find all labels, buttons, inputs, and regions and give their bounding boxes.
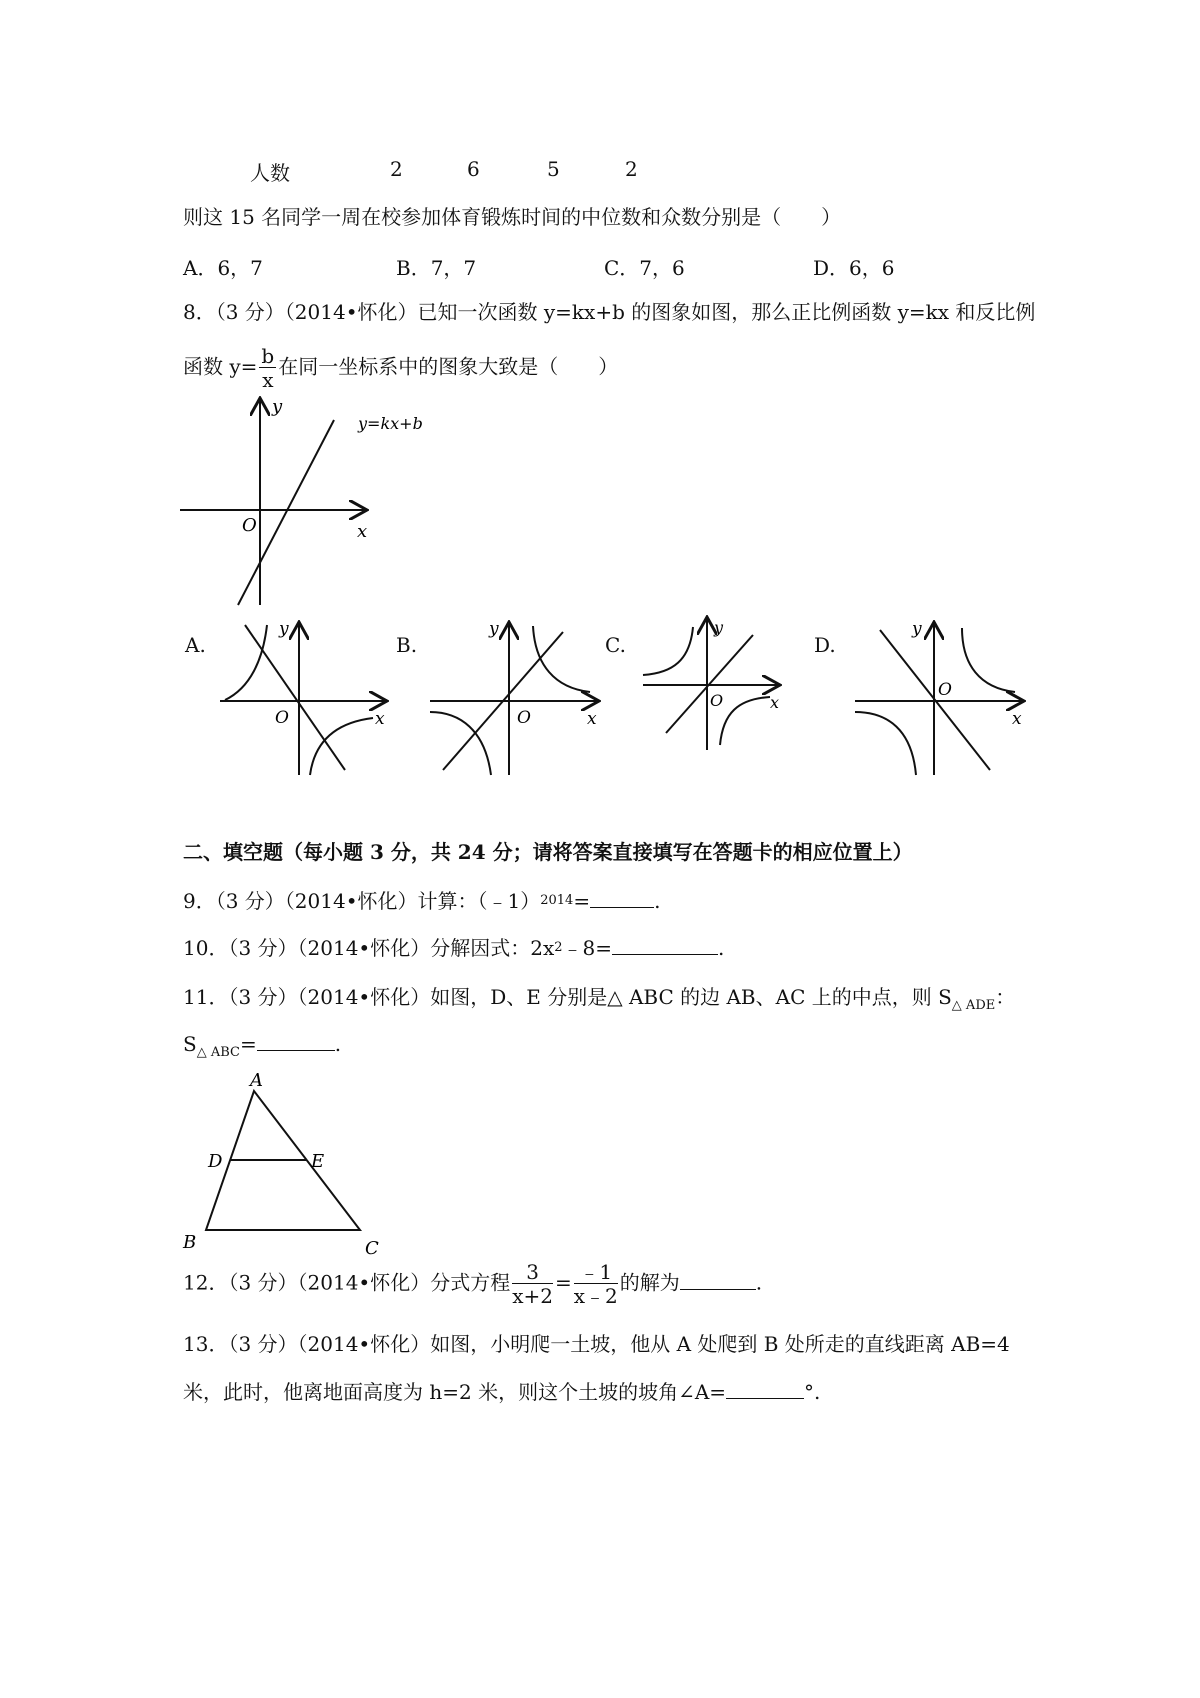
- q9-text: 9．（3 分）（2014•怀化）计算：（﹣1）: [183, 889, 541, 913]
- y-axis-label: y: [272, 396, 283, 417]
- q13-line1: 13．（3 分）（2014•怀化）如图，小明爬一土坡，他从 A 处爬到 B 处所走的直线距离 AB=4: [183, 1332, 1010, 1356]
- q8-choice-b-graph: [425, 620, 605, 780]
- origin-label: O: [242, 515, 257, 536]
- q12-end: .: [755, 1270, 763, 1295]
- q7-option-a: A．6，7: [183, 256, 263, 280]
- y-axis-label: y: [279, 620, 289, 639]
- q8-choice-d-graph: [850, 620, 1030, 780]
- q13-end: °.: [804, 1380, 821, 1404]
- q9-line: [183, 887, 660, 919]
- q13-line2: [183, 1378, 820, 1406]
- hyperbola-branch-upper-left: [643, 627, 693, 675]
- y-axis-label: y: [912, 620, 922, 639]
- q10-text: 10．（3 分）（2014•怀化）分解因式：2x: [183, 936, 555, 960]
- q12-frac2-den: x﹣2: [573, 1284, 618, 1308]
- q8-choice-a-graph: [215, 620, 395, 780]
- q10-exponent: 2: [554, 940, 563, 955]
- table-cell: 5: [547, 157, 560, 181]
- hyperbola-branch-upper-left: [225, 625, 267, 700]
- x-axis-label: x: [770, 693, 780, 712]
- vertex-c-label: C: [365, 1238, 379, 1258]
- q12-equals: =: [555, 1270, 572, 1295]
- y-axis-label: y: [714, 618, 724, 637]
- q12-suffix: 的解为: [619, 1270, 680, 1295]
- q12-answer-blank[interactable]: [680, 1269, 756, 1290]
- x-axis-label: x: [357, 521, 368, 542]
- q10-line: [183, 934, 724, 966]
- q11-equals: =: [239, 1032, 257, 1056]
- q12-fraction-2: [574, 1262, 618, 1306]
- hyperbola-branch-upper-right: [962, 628, 1015, 692]
- x-axis-label: x: [1012, 709, 1022, 729]
- origin-label: O: [517, 708, 531, 728]
- q8-choice-a-letter: A.: [185, 633, 206, 657]
- linear-function-line: [238, 420, 334, 605]
- point-e-label: E: [311, 1151, 325, 1172]
- vertex-b-label: B: [183, 1232, 197, 1253]
- q8-choice-c-graph: [638, 615, 798, 755]
- table-cell: 2: [625, 157, 638, 181]
- q12-frac2-num: ﹣1: [574, 1262, 618, 1284]
- x-axis-label: x: [587, 709, 597, 729]
- x-axis-label: x: [375, 709, 385, 729]
- q8-frac-num: b: [261, 344, 275, 368]
- q9-answer-blank[interactable]: [590, 887, 654, 908]
- q10-after: ﹣8=: [562, 936, 612, 960]
- q8-line1: 8．（3 分）（2014•怀化）已知一次函数 y=kx+b 的图象如图，那么正比例函数 y=kx 和反比例: [183, 300, 1036, 324]
- q7-stem: 则这 15 名同学一周在校参加体育锻炼时间的中位数和众数分别是（ ）: [183, 205, 842, 229]
- q11-line1: [183, 983, 1015, 1015]
- q8-prefix: 函数 y=: [183, 354, 258, 379]
- origin-label: O: [275, 708, 289, 728]
- q7-option-b: B．7，7: [396, 256, 477, 280]
- negative-slope-line: [245, 625, 345, 770]
- q7-option-d: D．6，6: [813, 256, 895, 280]
- q11-text: 11．（3 分）（2014•怀化）如图，D、E 分别是△ ABC 的边 AB、AC 上的中点，则 S: [183, 985, 952, 1009]
- y-axis-label: y: [489, 620, 499, 639]
- q12-line: [183, 1262, 762, 1306]
- q11-sub-ade: △ ADE: [951, 998, 996, 1013]
- q11-triangle-figure: [175, 1068, 395, 1258]
- q10-end: .: [718, 936, 725, 960]
- origin-label: O: [938, 680, 952, 700]
- q11-colon: ：: [995, 985, 1016, 1009]
- section2-heading: 二、填空题（每小题 3 分，共 24 分；请将答案直接填写在答题卡的相应位置上）: [183, 840, 913, 864]
- q8-choice-b-letter: B.: [396, 633, 418, 657]
- origin-label: O: [710, 691, 724, 710]
- hyperbola-branch-lower-left: [855, 712, 916, 775]
- q11-answer-blank[interactable]: [257, 1030, 335, 1051]
- q11-end: .: [334, 1032, 342, 1056]
- point-d-label: D: [208, 1151, 223, 1172]
- hyperbola-branch-lower-right: [720, 697, 770, 745]
- q11-line2: [183, 1030, 341, 1062]
- q12-frac1-num: 3: [512, 1262, 553, 1284]
- q10-answer-blank[interactable]: [612, 934, 718, 955]
- table-cell: 2: [390, 157, 403, 181]
- table-cell: 6: [467, 157, 480, 181]
- q8-fraction: [259, 346, 276, 390]
- q8-suffix: 在同一坐标系中的图象大致是（ ）: [278, 354, 619, 379]
- q7-option-c: C．7，6: [604, 256, 685, 280]
- q8-frac-den: x: [262, 368, 274, 392]
- q8-choice-d-letter: D.: [814, 633, 836, 657]
- q11-sub-abc: △ ABC: [196, 1045, 240, 1060]
- q8-line2: [183, 346, 618, 390]
- q8-main-graph: [175, 395, 435, 620]
- q12-fraction-1: [512, 1262, 553, 1306]
- q9-exponent: 2014: [540, 893, 574, 908]
- q13-text: 米，此时，他离地面高度为 h=2 米，则这个土坡的坡角∠A=: [183, 1380, 727, 1404]
- hyperbola-branch-lower-left: [430, 712, 491, 775]
- hyperbola-branch-upper-right: [533, 626, 590, 692]
- q8-choice-c-letter: C.: [605, 633, 626, 657]
- table-row-label: 人数: [250, 161, 290, 185]
- vertex-a-label: A: [250, 1070, 263, 1091]
- q11-s: S: [183, 1032, 197, 1056]
- q12-frac1-den: x+2: [512, 1284, 553, 1308]
- q9-equals: =: [573, 889, 591, 913]
- q9-end: .: [654, 889, 661, 913]
- line-label: y=kx+b: [358, 414, 423, 433]
- q12-prefix: 12．（3 分）（2014•怀化）分式方程: [183, 1270, 511, 1295]
- frequency-table-row: [0, 157, 1200, 189]
- q13-answer-blank[interactable]: [726, 1378, 804, 1399]
